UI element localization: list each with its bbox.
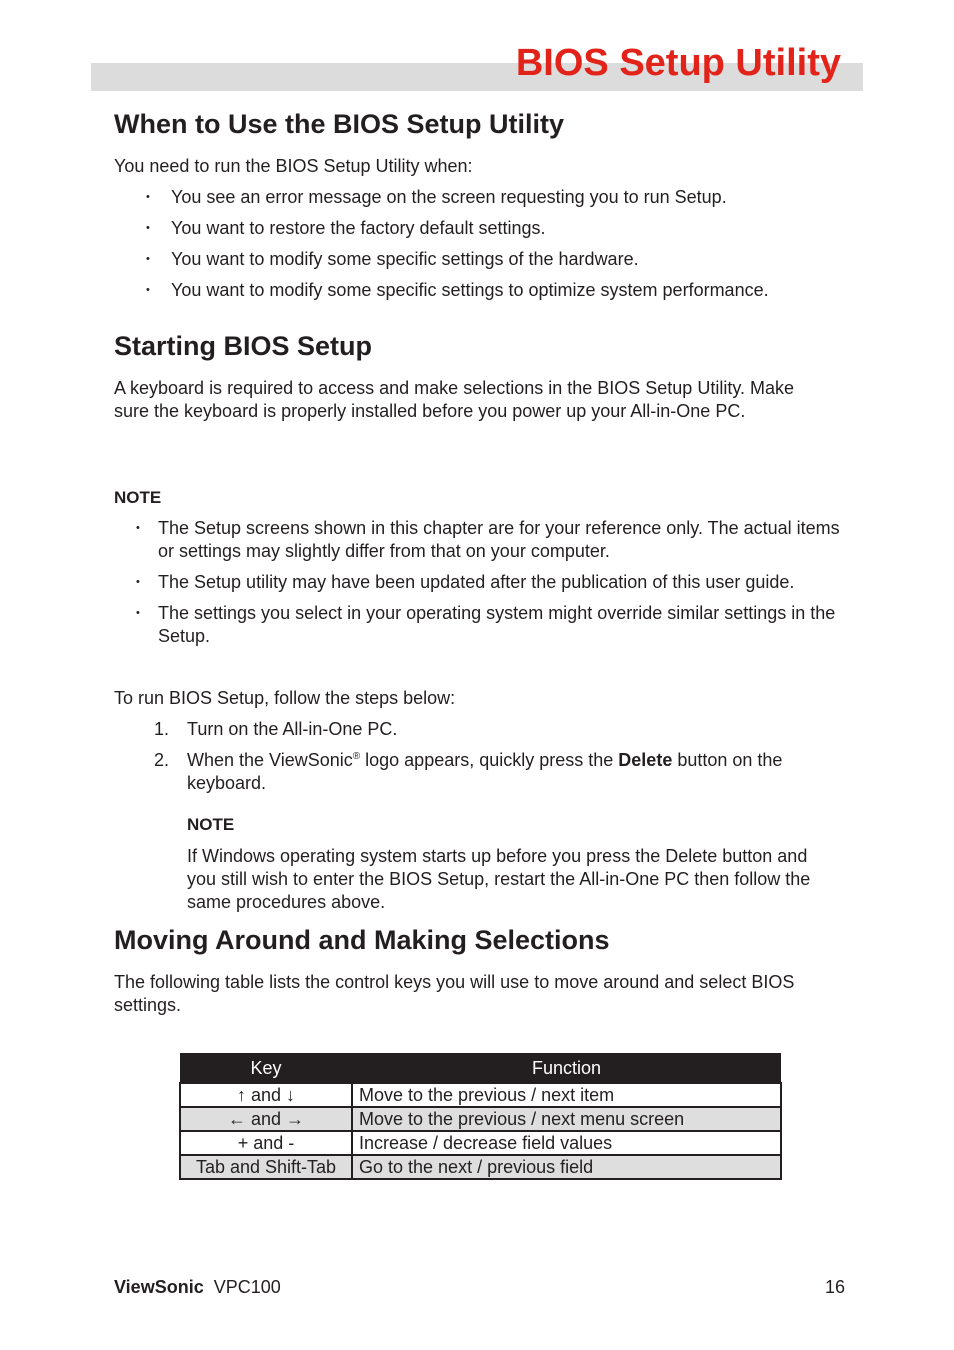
table-header-row bbox=[180, 1053, 781, 1083]
list-item: • You see an error message on the screen requesting you to run Setup. bbox=[146, 187, 727, 207]
note-label: NOTE bbox=[114, 488, 162, 507]
list-item: • The settings you select in your operating system might override similar settings in the Setup. bbox=[136, 603, 836, 646]
function-cell: Move to the previous / next menu screen bbox=[352, 1107, 781, 1131]
bullet-icon: • bbox=[146, 191, 150, 203]
section-intro: The following table lists the control keys you will use to move around and select BIOS settings. bbox=[114, 972, 795, 1015]
column-header-function: Function bbox=[352, 1053, 781, 1083]
list-item: • The Setup screens shown in this chapter are for your reference only. The actual items or settings may slightly differ from that on your computer. bbox=[136, 518, 840, 561]
list-item: • You want to restore the factory default settings. bbox=[146, 218, 546, 238]
list-item: • The Setup utility may have been updated after the publication of this user guide. bbox=[136, 572, 795, 592]
section-heading-when-to-use: When to Use the BIOS Setup Utility bbox=[114, 109, 565, 139]
list-item: • You want to modify some specific settings to optimize system performance. bbox=[146, 280, 769, 300]
list-item: 1. Turn on the All-in-One PC. bbox=[154, 719, 398, 739]
steps-list bbox=[154, 718, 844, 803]
function-cell: Move to the previous / next item bbox=[352, 1083, 781, 1107]
key-cell: Tab and Shift-Tab bbox=[180, 1155, 352, 1179]
function-cell: Go to the next / previous field bbox=[352, 1155, 781, 1179]
footer-product bbox=[114, 1276, 281, 1298]
control-keys-table bbox=[179, 1053, 782, 1180]
note-bullet-list bbox=[136, 517, 856, 656]
steps-intro: To run BIOS Setup, follow the steps below: bbox=[114, 688, 456, 708]
key-cell: ← and → bbox=[180, 1107, 352, 1131]
function-cell: Increase / decrease field values bbox=[352, 1131, 781, 1155]
footer-model: VPC100 bbox=[213, 1277, 281, 1297]
section-intro: You need to run the BIOS Setup Utility when: bbox=[114, 156, 473, 176]
step-note-label: NOTE bbox=[187, 815, 235, 834]
footer-brand: ViewSonic bbox=[114, 1277, 204, 1297]
section-intro: A keyboard is required to access and make selections in the BIOS Setup Utility. Make sure the keyboard is properly installed before you power up your All-in-One PC. bbox=[114, 378, 795, 421]
table-row bbox=[180, 1131, 781, 1155]
column-header-key: Key bbox=[180, 1053, 352, 1083]
table-row bbox=[180, 1107, 781, 1131]
bullet-icon: • bbox=[136, 576, 140, 588]
section-heading-starting-bios: Starting BIOS Setup bbox=[114, 331, 373, 361]
bullet-icon: • bbox=[146, 222, 150, 234]
bullet-list bbox=[146, 186, 769, 310]
list-item: • You want to modify some specific settings of the hardware. bbox=[146, 249, 639, 269]
key-cell: + and - bbox=[180, 1131, 352, 1155]
table-row bbox=[180, 1083, 781, 1107]
bullet-icon: • bbox=[146, 253, 150, 265]
key-cell: ↑ and ↓ bbox=[180, 1083, 352, 1107]
table-row bbox=[180, 1155, 781, 1179]
list-item: 2. When the ViewSonic® logo appears, quickly press the Delete button on the keyboard. bbox=[154, 750, 783, 793]
bullet-icon: • bbox=[136, 522, 140, 534]
bullet-icon: • bbox=[146, 284, 150, 296]
page-title: BIOS Setup Utility bbox=[515, 42, 841, 84]
bullet-icon: • bbox=[136, 607, 140, 619]
step-note-text: If Windows operating system starts up before you press the Delete button and you still wish to enter the BIOS Setup, restart the All-in-One PC then follow the same procedures above. bbox=[187, 846, 811, 912]
section-heading-moving-around: Moving Around and Making Selections bbox=[114, 925, 610, 955]
page-number: 16 bbox=[824, 1277, 845, 1297]
